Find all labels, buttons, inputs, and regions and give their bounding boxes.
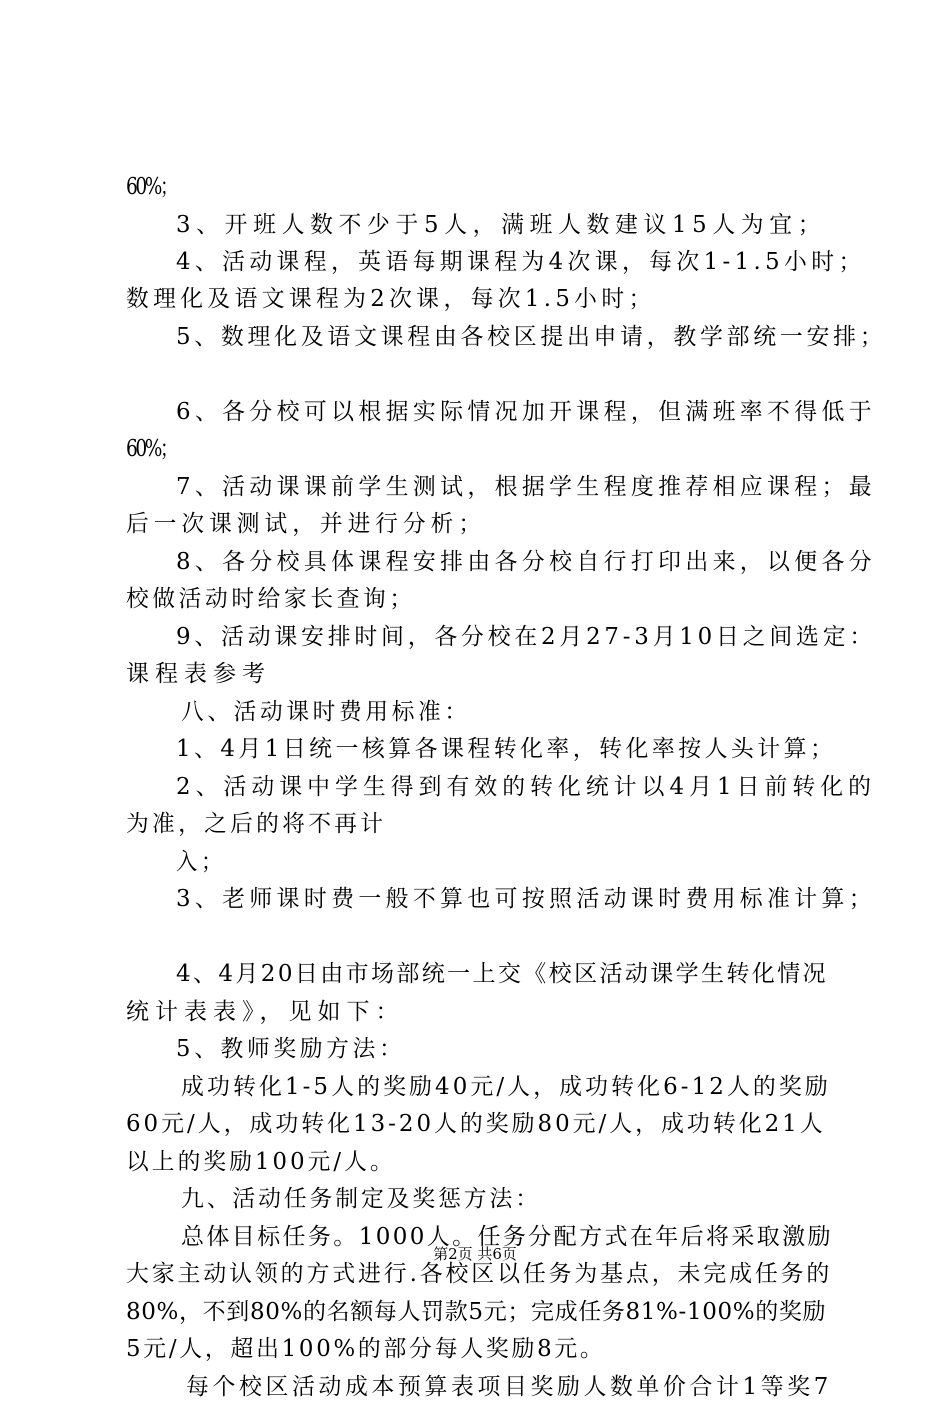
text-line: 入； <box>176 849 226 875</box>
page-number: 第2页 共6页 <box>433 1245 517 1263</box>
text-line: 60%； <box>126 436 177 462</box>
text-line: 3、老师课时费一般不算也可按照活动课时费用标准计算； <box>176 886 877 912</box>
text-line: 5元/人，超出100%的部分每人奖励8元。 <box>126 1336 606 1362</box>
text-line: 校做活动时给家长查询； <box>126 586 416 612</box>
text-line: 以上的奖励100元/人。 <box>126 1149 396 1175</box>
text-line: 60%； <box>126 174 177 200</box>
text-line: 后一次课测试，并进行分析； <box>126 511 487 537</box>
text-line: 为准，之后的将不再计 <box>126 811 387 837</box>
text-line: 60元/人，成功转化13-20人的奖励80元/人，成功转化21人 <box>126 1111 826 1137</box>
text-line: 1、4月1日统一核算各课程转化率，转化率按人头计算； <box>176 736 837 762</box>
text-line: 9、活动课安排时间，各分校在2月27-3月10日之间选定： <box>176 624 877 650</box>
text-line: 大家主动认领的方式进行.各校区以任务为基点，未完成任务的 <box>126 1261 833 1287</box>
text-line: 课程表参考 <box>126 661 271 687</box>
text-line: 数理化及语文课程为2次课，每次1.5小时； <box>126 286 656 312</box>
text-line: 6、各分校可以根据实际情况加开课程，但满班率不得低于 <box>176 399 877 425</box>
text-line: 九、活动任务制定及奖惩方法： <box>181 1186 541 1212</box>
text-line: 3、开班人数不少于5人，满班人数建议15人为宜； <box>176 212 827 238</box>
text-line: 8、各分校具体课程安排由各分校自行打印出来，以便各分 <box>176 549 877 575</box>
text-line: 80%，不到80%的名额每人罚款5元；完成任务81%-100%的奖励 <box>126 1299 827 1325</box>
text-line: 2、活动课中学生得到有效的转化统计以4月1日前转化的 <box>176 774 876 800</box>
text-line: 每个校区活动成本预算表项目奖励人数单价合计1等奖7 <box>186 1374 832 1400</box>
page-footer <box>0 1244 950 1264</box>
text-line: 成功转化1-5人的奖励40元/人，成功转化6-12人的奖励 <box>181 1074 831 1100</box>
text-line: 4、4月20日由市场部统一上交《校区活动课学生转化情况 <box>176 961 828 987</box>
text-line: 4、活动课程，英语每期课程为4次课，每次1-1.5小时； <box>176 249 866 275</box>
text-line: 5、教师奖励方法： <box>176 1036 406 1062</box>
text-line: 7、活动课课前学生测试，根据学生程度推荐相应课程；最 <box>176 474 877 500</box>
text-line: 5、数理化及语文课程由各校区提出申请，教学部统一安排； <box>176 324 887 350</box>
text-line: 总体目标任务。1000人。任务分配方式在年后将采取激励 <box>181 1224 833 1250</box>
text-line: 统计表表》，见如下： <box>126 999 405 1025</box>
text-line: 八、活动课时费用标准： <box>181 699 471 725</box>
